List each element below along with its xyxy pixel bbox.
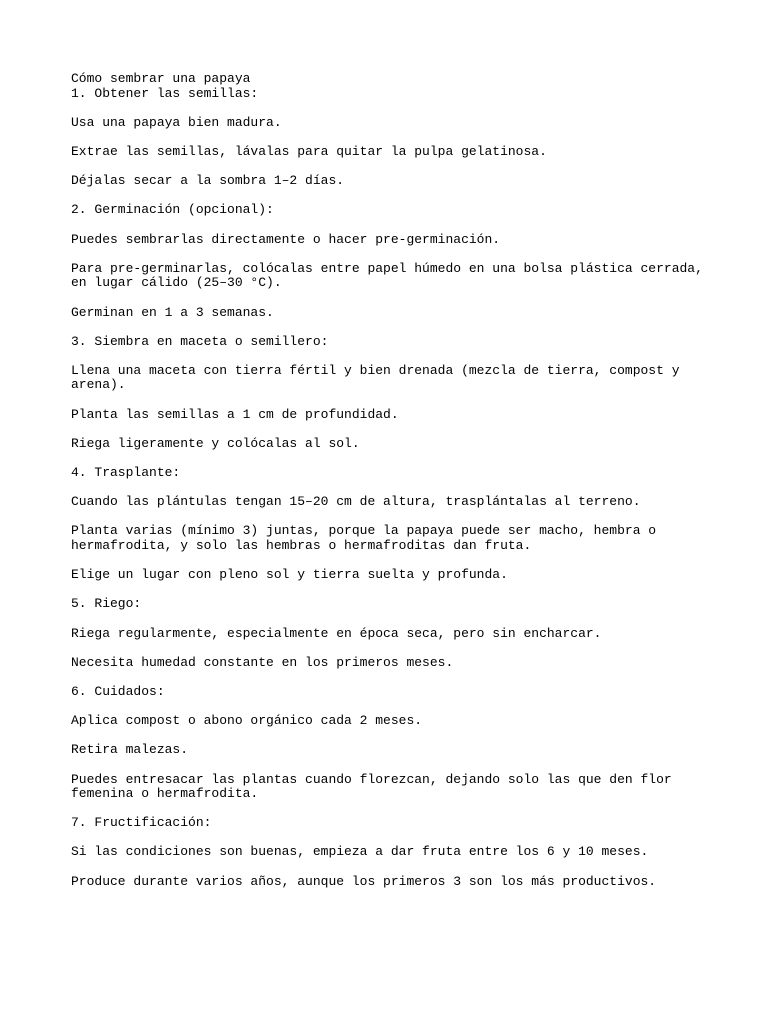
paragraph: Puedes entresacar las plantas cuando florezcan, dejando solo las que den flor femenina o hermafrodita. xyxy=(71,771,672,802)
section-heading: 2. Germinación (opcional): xyxy=(71,202,274,218)
paragraph: Necesita humedad constante en los primeros meses. xyxy=(71,654,454,670)
section-siembra xyxy=(71,335,711,452)
paragraph: Usa una papaya bien madura. xyxy=(71,114,282,130)
section-germinacion xyxy=(71,203,711,320)
section-heading: 1. Obtener las semillas: xyxy=(71,85,259,101)
paragraph: Extrae las semillas, lávalas para quitar la pulpa gelatinosa. xyxy=(71,143,547,159)
section-riego xyxy=(71,597,711,670)
paragraph: Cuando las plántulas tengan 15–20 cm de altura, trasplántalas al terreno. xyxy=(71,494,641,510)
section-heading: 6. Cuidados: xyxy=(71,683,165,699)
section-fructificacion xyxy=(71,816,711,889)
document-page xyxy=(71,72,711,889)
section-trasplante xyxy=(71,466,711,583)
paragraph: Riega regularmente, especialmente en época seca, pero sin encharcar. xyxy=(71,625,602,641)
paragraph: Produce durante varios años, aunque los primeros 3 son los más productivos. xyxy=(71,873,657,889)
paragraph: Aplica compost o abono orgánico cada 2 meses. xyxy=(71,713,423,729)
paragraph: Planta varias (mínimo 3) juntas, porque la papaya puede ser macho, hembra o hermafrodita, y solo las hembras o hermafroditas dan fruta. xyxy=(71,523,657,553)
section-heading: 3. Siembra en maceta o semillero: xyxy=(71,333,329,349)
paragraph: Retira malezas. xyxy=(71,742,189,758)
paragraph: Riega ligeramente y colócalas al sol. xyxy=(71,435,360,451)
paragraph: Para pre-germinarlas, colócalas entre papel húmedo en una bolsa plástica cerrada, en lugar cálido (25–30 °C). xyxy=(71,260,703,291)
paragraph: Germinan en 1 a 3 semanas. xyxy=(71,304,274,320)
paragraph: Déjalas secar a la sombra 1–2 días. xyxy=(71,173,345,189)
paragraph: Llena una maceta con tierra fértil y bien drenada (mezcla de tierra, compost y arena). xyxy=(71,362,680,393)
document-title: Cómo sembrar una papaya xyxy=(71,71,251,86)
paragraph: Elige un lugar con pleno sol y tierra suelta y profunda. xyxy=(71,567,508,583)
section-heading: 4. Trasplante: xyxy=(71,465,181,481)
paragraph: Si las condiciones son buenas, empieza a dar fruta entre los 6 y 10 meses. xyxy=(71,844,649,860)
section-obtener-semillas xyxy=(71,87,711,189)
section-cuidados xyxy=(71,685,711,802)
paragraph: Puedes sembrarlas directamente o hacer pre-germinación. xyxy=(71,231,501,247)
section-heading: 7. Fructificación: xyxy=(71,815,212,831)
section-heading: 5. Riego: xyxy=(71,596,142,612)
paragraph: Planta las semillas a 1 cm de profundidad. xyxy=(71,406,399,422)
